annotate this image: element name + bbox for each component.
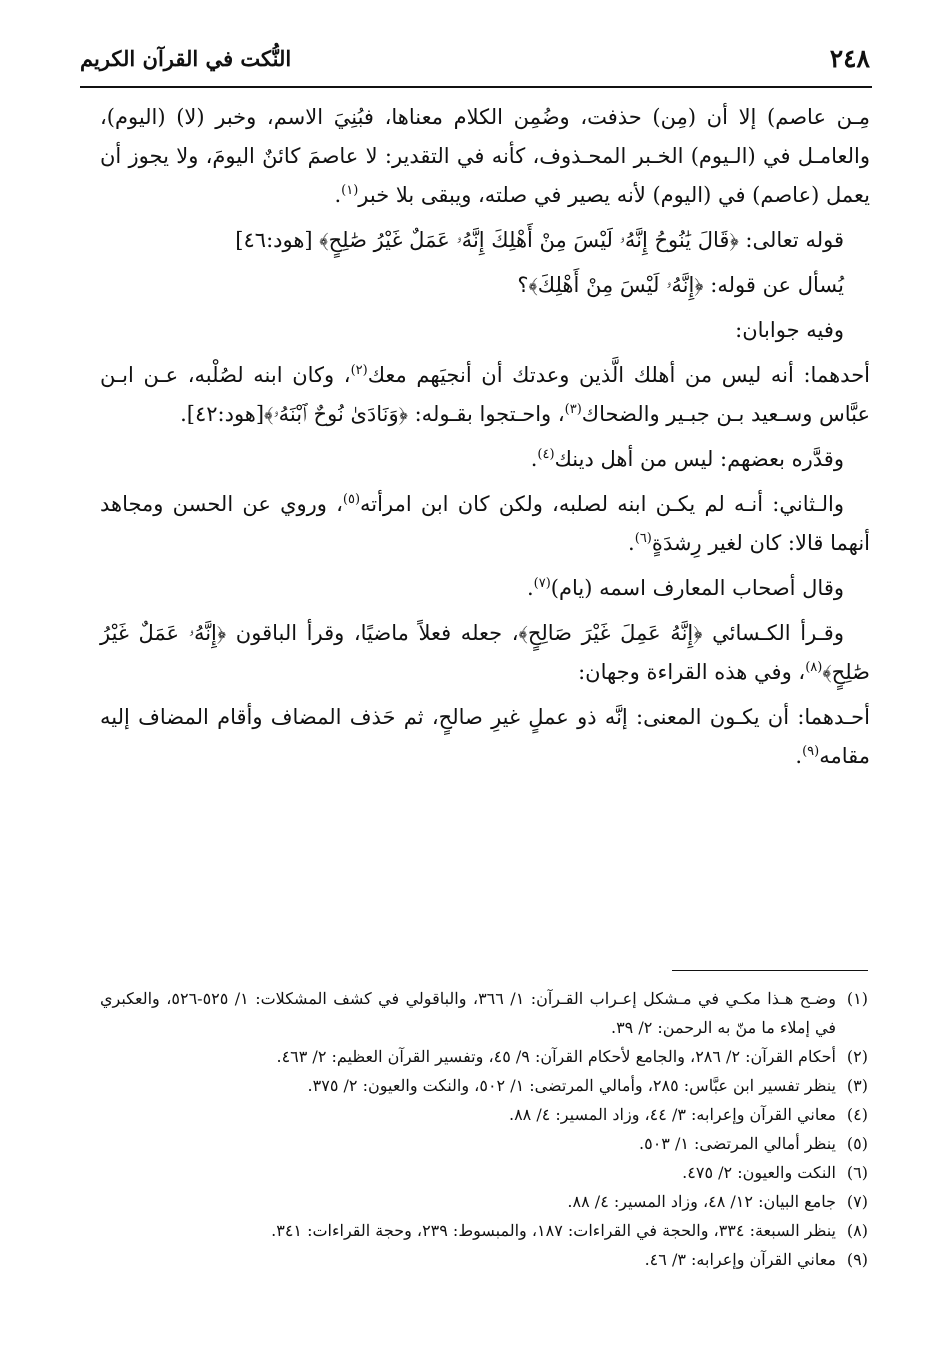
- footnote-number: (٢): [846, 1047, 868, 1066]
- footnote-text: معاني القرآن وإعرابه: ٣/ ٤٦.: [644, 1250, 836, 1269]
- footnote-text: أحكام القرآن: ٢/ ٢٨٦، والجامع لأحكام القرآن: ٩/ ٤٥، وتفسير القرآن العظيم: ٢/ ٤٦٣.: [276, 1047, 836, 1066]
- body-paragraph: وفيه جوابان:: [735, 318, 844, 342]
- footnote: [100, 1158, 868, 1187]
- question-paragraph: يُسأل عن قوله: ﴿إِنَّهُۥ لَيْسَ مِنْ أَهْلِكَ﴾؟: [517, 273, 844, 297]
- footnote-ref: (٥): [342, 492, 361, 507]
- footnote-number: (٧): [846, 1192, 868, 1211]
- footnote-number: (٨): [846, 1221, 868, 1240]
- footnote-number: (٤): [846, 1105, 868, 1124]
- footnote-text: ينظر السبعة: ٣٣٤، والحجة في القراءات: ١٨٧، والمبسوط: ٢٣٩، وحجة القراءات: ٣٤١.: [271, 1221, 836, 1240]
- footnote-text: جامع البيان: ١٢/ ٤٨، وزاد المسير: ٤/ ٨٨.: [567, 1192, 836, 1211]
- footnote: [100, 1100, 868, 1129]
- verse-paragraph: قوله تعالى: ﴿قَالَ يَٰنُوحُ إِنَّهُۥ لَيْسَ مِنْ أَهْلِكَ إِنَّهُۥ عَمَلٌ غَيْرُ صَٰلِحٍ﴾ [هود:٤٦]: [235, 228, 844, 252]
- footnote: [100, 984, 868, 1042]
- footnote-text: النكت والعيون: ٢/ ٤٧٥.: [682, 1163, 836, 1182]
- footnote-ref: (٧): [533, 576, 551, 591]
- footnote-text: ينظر تفسير ابن عبَّاس: ٢٨٥، وأمالي المرتضى: ١/ ٥٠٢، والنكت والعيون: ٢/ ٣٧٥.: [307, 1076, 836, 1095]
- footnote: [100, 1042, 868, 1071]
- footnote-number: (١): [846, 989, 868, 1008]
- main-text: [100, 98, 870, 782]
- footnote: [100, 1187, 868, 1216]
- footnote: [100, 1071, 868, 1100]
- footnote-ref: (٢): [350, 363, 368, 378]
- footnote-ref: (٩): [802, 744, 820, 759]
- footnote-text: ينظر أمالي المرتضى: ١/ ٥٠٣.: [639, 1134, 836, 1153]
- page-header: [80, 40, 870, 84]
- body-paragraph: أحـدهما: أن يكـون المعنى: إنَّه ذو عملٍ غيرِ صالحٍ، ثم حَذف المضاف وأقام المضاف إليه مقامه$^{(٩)}$.: [100, 705, 870, 768]
- body-paragraph: وقـرأ الكـسائي ﴿إِنَّهُ عَمِلَ غَيْرَ صَالِحٍ﴾، جعله فعلاً ماضيًا، وقرأ الباقون ﴿إِنَّهُۥ عَمَلٌ غَيْرُ صَٰلِحٍ﴾$^{(٨)}$، وفي هذه القراءة وجهان:: [100, 621, 870, 684]
- body-paragraph: أحدهما: أنه ليس من أهلك الَّذين وعدتك أن أنجيَهم معك$^{(٢)}$، وكان ابنه لصُلْبه، عـن ابـن عبَّاس وسـعيد بـن جبـير والضحاك$^{(٣)}$، واحـتجوا بقـوله: ﴿وَنَادَىٰ نُوحٌ ٱبْنَهُۥ﴾[هود:٤٢].: [100, 363, 871, 426]
- footnote-number: (٦): [846, 1163, 868, 1182]
- body-paragraph: وقال أصحاب المعارف اسمه (يام)$^{(٧)}$.: [526, 576, 844, 600]
- running-title: النُّكت في القرآن الكريم: [80, 46, 292, 71]
- footnote: [100, 1216, 868, 1245]
- footnote-ref: (١): [341, 183, 359, 198]
- page-number: ٢٤٨: [829, 44, 870, 73]
- footnotes: [100, 984, 868, 1274]
- footnote-number: (٩): [846, 1250, 868, 1269]
- footnote-number: (٣): [846, 1076, 868, 1095]
- footnote-ref: (٤): [537, 447, 555, 462]
- header-rule: [80, 86, 872, 88]
- body-paragraph: وقدَّره بعضهم: ليس من أهل دينك$^{(٤)}$.: [530, 447, 844, 471]
- footnote-text: معاني القرآن وإعرابه: ٣/ ٤٤، وزاد المسير: ٤/ ٨٨.: [508, 1105, 836, 1124]
- footnote-ref: (٨): [805, 660, 823, 675]
- footnote-text: وضـح هـذا مكـي في مـشكل إعـراب القـرآن: ١/ ٣٦٦، والباقولي في كشف المشكلات: ١/ ٥٢٥-٥٢٦، والعكبري في إملاء ما منّ به الرحمن: ٢/ ٣٩.: [100, 989, 837, 1037]
- footnote-ref: (٣): [564, 402, 582, 417]
- footnote-number: (٥): [846, 1134, 868, 1153]
- footnote: [100, 1245, 868, 1274]
- body-paragraph: والـثاني: أنـه لم يكـن ابنه لصلبه، ولكن كان ابن امرأته$^{(٥)}$، وروي عن الحسن ومجاهد أنهما قالا: كان لغير رِشدَةٍ$^{(٦)}$.: [100, 492, 870, 555]
- body-paragraph: مِـن عاصم) إلا أن (مِن) حذفت، وضُمِن الكلام معناها، فبُنِيَ الاسم، وخبر (لا) (اليوم)، والعامـل في (الـيوم) الخـبر المحـذوف، كأنه في التقدير: لا عاصمَ كائنٌ اليومَ، ولا يجوز أن يعمل (عاصم) في (اليوم) لأنه يصير في صلته، ويبقى بلا خبر$^{(١)}$.: [100, 105, 870, 207]
- footnote: [100, 1129, 868, 1158]
- footnote-separator: [672, 970, 868, 971]
- footnote-ref: (٦): [634, 531, 652, 546]
